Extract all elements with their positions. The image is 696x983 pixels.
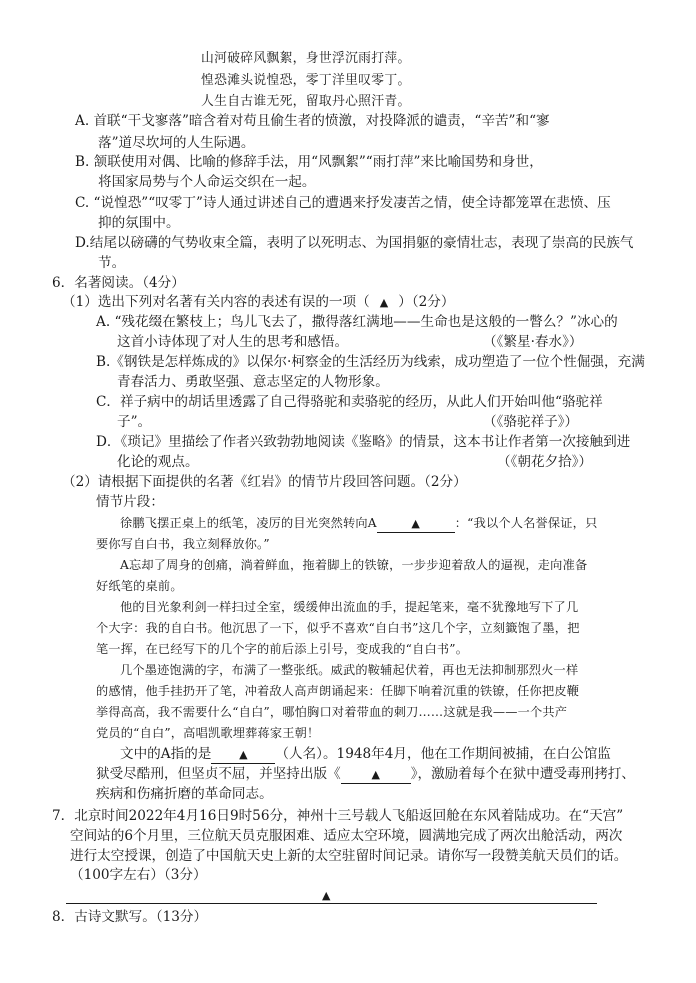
q6-option-b-cont: 青春活力、勇敢坚强、意志坚定的人物形象。 [117,374,389,390]
q5-option-d-cont: 节。 [98,255,126,271]
q6-option-d-source: （《朝花夕拾》） [497,454,593,470]
q8-title: 8．古诗文默写。（13分） [52,909,208,925]
q6-option-c: C．祥子病中的胡话里透露了自己得骆驼和卖骆驼的经历，从此人们开始叫他“骆驼祥 [96,394,603,410]
q6-sub1-post: ）（2分） [398,294,455,310]
poem-line-1: 山河破碎风飘絮，身世浮沉雨打萍。 [201,51,411,66]
q6-answer-2-post: 》，激励着每个在狱中遭受毒刑拷打、 [410,766,635,782]
excerpt-line-5: 他的目光象利剑一样扫过全室，缓缓伸出流血的手，提起笔来，毫不犹豫地写下了几 [120,600,579,614]
excerpt-line-2: 要你写自白书，我立刻释放你。” [96,537,270,551]
q6-answer-post: （人名）。1948年4月，他在工作期间被捕，在白公馆监 [275,746,611,762]
poem-line-3: 人生自古谁无死，留取丹心照汗青。 [201,94,411,109]
q6-option-a: A. “残花缀在繁枝上；鸟儿飞去了，撒得落红满地——生命也是这般的一瞥么？”冰心的 [96,314,618,330]
q6-option-a-cont: 这首小诗体现了对人生的思考和感悟。 [117,334,349,350]
excerpt-label: 情节片段： [96,494,164,510]
excerpt-line-11: 党员的“自白”，高唱凯歌埋葬蒋家王朝！ [96,726,320,740]
q6-option-a-source: （《繁星·春水》） [483,334,583,350]
q5-option-a: A. 首联“干戈寥落”暗含着对苟且偷生者的愤激，对投降派的谴责，“辛苦”和“寥 [75,113,550,129]
excerpt-line-9: 的感情，他手挂扔开了笔，冲着敌人高声朗诵起来：任脚下响着沉重的铁镣，任你把皮鞭 [96,684,580,698]
person-name-blank [211,746,275,764]
answer-marker: ▲ [322,889,331,902]
q6-sub2: （2）请根据下面提供的名著《红岩》的情节片段回答问题。（2分） [62,474,467,490]
excerpt-line-7: 笔一挥，在已经写下的几个字的前后添上引号，变成我的“自白书”。 [96,642,469,656]
answer-marker: ▲ [379,296,389,309]
q5-option-b: B. 颔联使用对偶、比喻的修辞手法，用“风飘絮”“雨打萍”来比喻国势和身世， [75,154,543,170]
excerpt-line-6: 个大字：我的自白书。他沉思了一下，似乎不喜欢“自白书”这几个字，立刻籤饱了墨，把 [96,621,580,635]
poem-line-2: 惶恐滩头说惶恐，零丁洋里叹零丁。 [201,73,411,88]
q6-answer-line-3: 疾病和伤痛折磨的革命同志。 [96,786,273,802]
answer-marker: ▲ [239,748,248,761]
excerpt-line-3: A忘却了周身的创痛，淌着鲜血，拖着脚上的铁镣，一步步迎着敌人的逼视，走向准备 [120,558,588,572]
excerpt-line-10: 挙得高高，我不需要什么“自白”，哪怕胸口对着带血的刺刀……这就是我——一个共产 [96,705,568,719]
q6-option-d: D．《琐记》里描绘了作者兴致勃勃地阅读《鉴略》的情景，这本书让作者第一次接触到进 [96,434,631,450]
q6-answer-line-1 [120,744,611,764]
q6-answer-2-pre: 狱受尽酷刑，但坚贞不屈，并坚持出版《 [96,766,341,782]
q6-sub1 [62,292,454,313]
q6-option-c-source: （《骆驼祥子》） [483,414,579,430]
q5-option-d: D.结尾以磅礴的气势收束全篇，表明了以死明志、为国捐躯的豪情壮志，表现了崇高的民族气 [75,235,634,251]
q6-option-b: B.《钢铁是怎样炼成的》以保尔·柯察金的生活经历为线索，成功塑造了一位个性倔强，充满 [96,354,645,370]
answer-line [66,903,597,904]
q6-option-c-cont: 子”。 [117,414,152,430]
book-title-blank [341,766,411,784]
answer-marker: ▲ [371,768,380,781]
q6-sub1-pre: （1）选出下列对名著有关内容的表述有误的一项（ [62,294,370,310]
q5-option-c: C. “说惶恐”“叹零丁”诗人通过讲述自己的遭遇来抒发凄苦之情，使全诗都笼罩在悲愤、压 [75,195,611,211]
excerpt-line-1-pre: 徐鹏飞摆正桌上的纸笔，凌厉的目光突然转向A [120,516,377,530]
q5-option-a-cont: 落”道尽坎坷的人生际遇。 [98,135,255,151]
q5-option-b-cont: 将国家局势与个人命运交织在一起。 [98,174,316,190]
q7-line-4: （100字左右）（3分） [70,867,207,883]
q6-answer-line-2 [96,764,635,784]
q6-answer-pre: 文中的A指的是 [120,746,212,762]
q7-line-2: 空间站的6个月里，三位航天员克服困难、适应太空环境，圆满地完成了两次出舱活动，两次 [70,828,623,844]
excerpt-blank [377,515,455,533]
q7-line-1: 7．北京时间2022年4月16日9时56分，神州十三号载人飞船返回舱在东风着陆成功。在“天宫” [52,808,624,824]
excerpt-line-1 [120,513,597,533]
answer-marker: ▲ [411,517,421,530]
q7-line-3: 进行太空授课，创造了中国航天史上新的太空驻留时间记录。请你写一段赞美航天员们的话。 [70,848,628,864]
q6-title: 6．名著阅读。（4分） [52,275,185,291]
excerpt-line-1-post: ：“我以个人名誉保证，只 [454,516,598,530]
excerpt-line-8: 几个墨迹饱满的字，布满了一整张纸。威武的鞍辅起伏着，再也无法抑制那烈火一样 [120,663,579,677]
q5-option-c-cont: 抑的氛围中。 [98,215,180,231]
excerpt-line-4: 好纸笔的桌前。 [96,579,183,593]
q6-option-d-cont: 化论的观点。 [117,454,199,470]
